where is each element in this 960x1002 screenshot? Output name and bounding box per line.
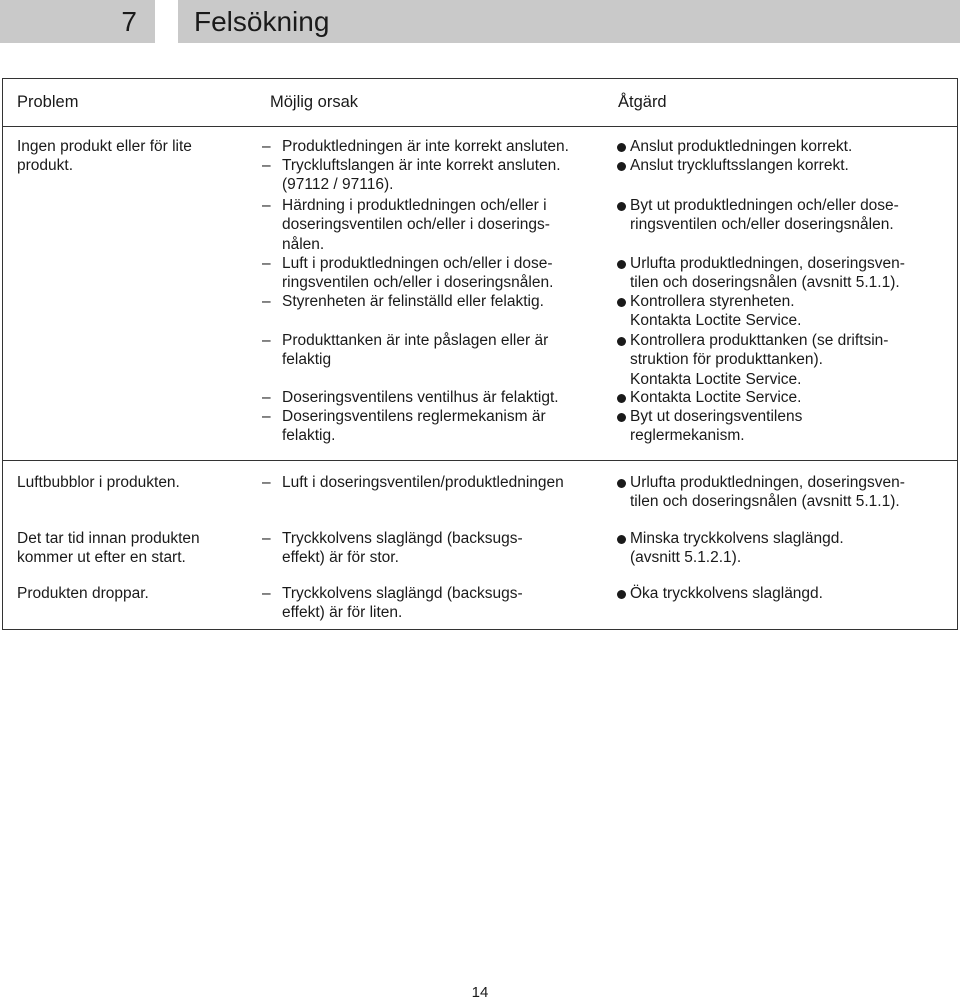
problem-text: kommer ut efter en start. (17, 549, 186, 567)
bullet-icon (617, 394, 626, 403)
action-text: reglermekanism. (630, 427, 745, 445)
bullet-icon (617, 202, 626, 211)
cause-text: Tryckkolvens slaglängd (backsugs- (282, 530, 523, 547)
chapter-number: 7 (0, 0, 155, 43)
column-header-action: Åtgärd (618, 93, 667, 111)
cause-text: Luft i produktledningen och/eller i dose- (282, 255, 553, 272)
cause-text: Styrenheten är felinställd eller felaktig. (282, 293, 544, 310)
bullet-icon (617, 260, 626, 269)
dash-bullet: – (262, 474, 271, 491)
dash-bullet: – (262, 332, 271, 349)
column-header-cause: Möjlig orsak (270, 93, 359, 111)
table-divider (2, 460, 958, 461)
problem-text: Ingen produkt eller för lite (17, 138, 192, 155)
bullet-icon (617, 162, 626, 171)
dash-bullet: – (262, 197, 271, 214)
dash-bullet: – (262, 255, 271, 272)
problem-text: Produkten droppar. (17, 585, 149, 602)
cause-text: Produkttanken är inte påslagen eller är (282, 332, 549, 349)
action-text: tilen och doseringsnålen (avsnitt 5.1.1). (630, 493, 900, 511)
cause-text: Tryckkolvens slaglängd (backsugs- (282, 585, 523, 602)
cause-text: effekt) är för stor. (282, 549, 399, 567)
page-number: 14 (471, 984, 489, 1001)
bullet-icon (617, 413, 626, 422)
bullet-icon (617, 298, 626, 307)
dash-bullet: – (262, 138, 271, 155)
action-text: Kontakta Loctite Service. (630, 312, 802, 330)
cause-text: (97112 / 97116). (282, 176, 394, 194)
dash-bullet: – (262, 157, 271, 174)
bullet-icon (617, 143, 626, 152)
column-header-problem: Problem (17, 93, 79, 111)
dash-bullet: – (262, 530, 271, 547)
dash-bullet: – (262, 389, 271, 406)
cause-text: Doseringsventilens ventilhus är felaktigt. (282, 389, 559, 406)
cause-text: felaktig (282, 351, 332, 369)
problem-text: Det tar tid innan produkten (17, 530, 200, 547)
action-text: Byt ut produktledningen och/eller dose- (630, 197, 899, 214)
problem-text: produkt. (17, 157, 74, 175)
action-text: Öka tryckkolvens slaglängd. (630, 585, 823, 602)
action-text: Byt ut doseringsventilens (630, 408, 803, 425)
action-text: tilen och doseringsnålen (avsnitt 5.1.1). (630, 274, 900, 292)
action-text: Anslut tryckluftsslangen korrekt. (630, 157, 849, 174)
cause-text: felaktig. (282, 427, 336, 445)
action-text: (avsnitt 5.1.2.1). (630, 549, 742, 567)
cause-text: ringsventilen och/eller i doseringsnålen. (282, 274, 554, 292)
cause-text: Produktledningen är inte korrekt ansluten. (282, 138, 569, 155)
bullet-icon (617, 535, 626, 544)
table-divider (2, 126, 958, 127)
action-text: Minska tryckkolvens slaglängd. (630, 530, 844, 547)
chapter-title: Felsökning (178, 0, 960, 43)
action-text: Urlufta produktledningen, doseringsven- (630, 255, 905, 272)
dash-bullet: – (262, 585, 271, 602)
action-text: Kontakta Loctite Service. (630, 370, 802, 388)
cause-text: doseringsventilen och/eller i doserings- (282, 216, 550, 234)
cause-text: Doseringsventilens reglermekanism är (282, 408, 546, 425)
cause-text: Härdning i produktledningen och/eller i (282, 197, 547, 214)
action-text: Kontrollera produkttanken (se driftsin- (630, 332, 889, 349)
cause-text: nålen. (282, 235, 325, 253)
action-text: Kontrollera styrenheten. (630, 293, 795, 310)
action-text: Anslut produktledningen korrekt. (630, 138, 853, 155)
cause-text: Tryckluftslangen är inte korrekt ansluten. (282, 157, 561, 174)
action-text: struktion för produkttanken). (630, 351, 823, 369)
cause-text: effekt) är för liten. (282, 604, 403, 622)
cause-text: Luft i doseringsventilen/produktledningen (282, 474, 564, 491)
action-text: Urlufta produktledningen, doseringsven- (630, 474, 905, 491)
dash-bullet: – (262, 408, 271, 425)
action-text: Kontakta Loctite Service. (630, 389, 802, 406)
bullet-icon (617, 337, 626, 346)
problem-text: Luftbubblor i produkten. (17, 474, 180, 491)
action-text: ringsventilen och/eller doseringsnålen. (630, 216, 894, 234)
bullet-icon (617, 479, 626, 488)
dash-bullet: – (262, 293, 271, 310)
bullet-icon (617, 590, 626, 599)
